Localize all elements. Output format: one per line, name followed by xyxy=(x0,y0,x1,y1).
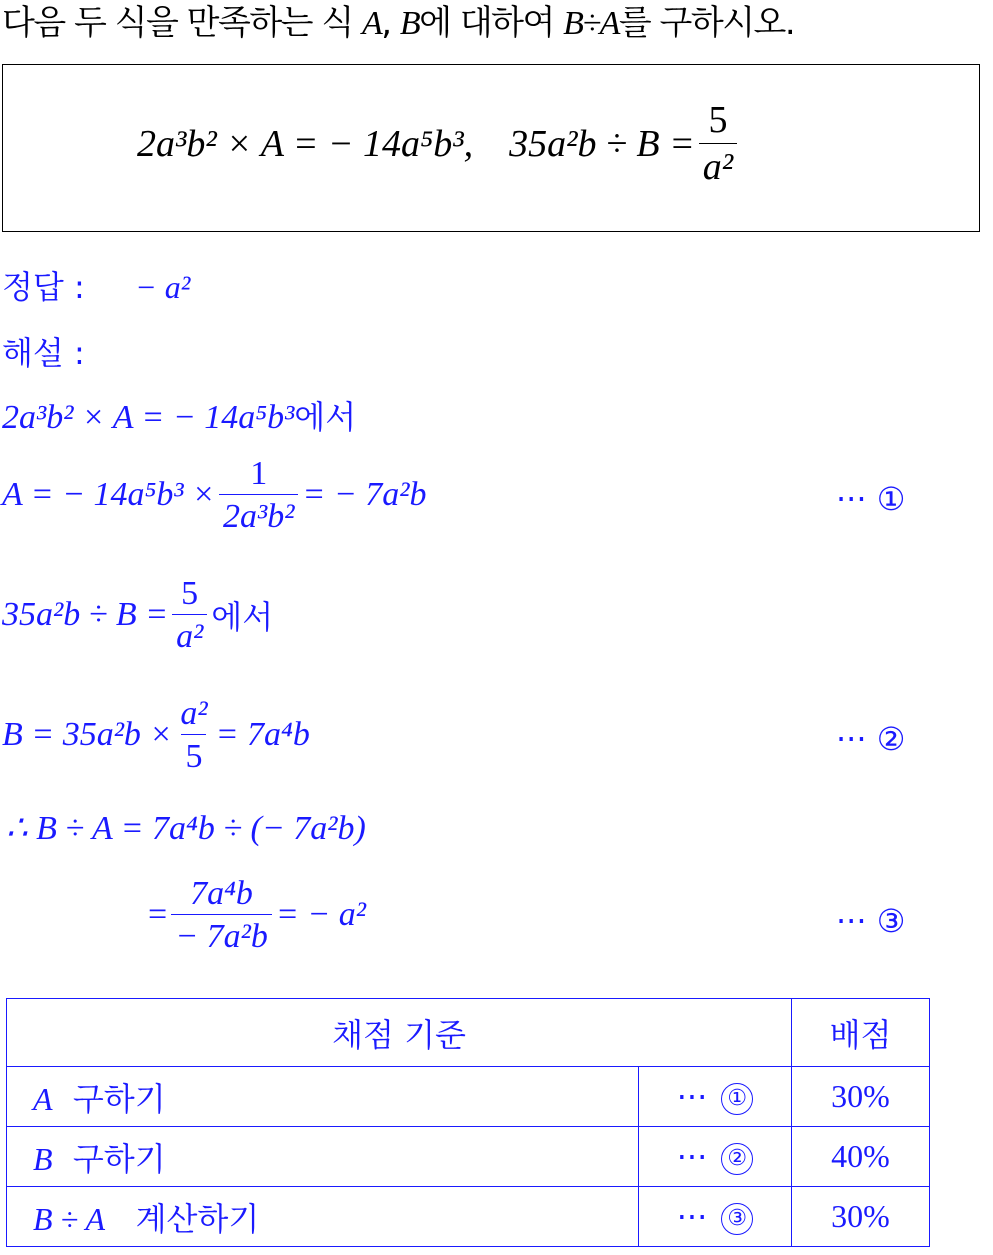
solution-line-3-left: 35a²b ÷ B = xyxy=(2,596,169,634)
given-equations-box xyxy=(2,64,980,232)
variable-a: A xyxy=(361,5,382,42)
solution-line-2-left: A = − 14a⁵b³ × xyxy=(2,476,215,514)
solution-line-3-suffix: 에서 xyxy=(211,598,274,637)
rubric-step-cell xyxy=(639,1127,792,1187)
rubric-criteria-cell xyxy=(7,1127,639,1187)
rubric-dots: ··· xyxy=(676,1077,708,1116)
rubric-criteria-label: 구하기 xyxy=(72,1079,166,1118)
solution-line-2-right: = − 7a²b xyxy=(302,476,427,514)
solution-line-6 xyxy=(148,876,366,954)
question-part-1: 다음 두 식을 만족하는 식 xyxy=(2,3,362,43)
rubric-row xyxy=(7,1067,930,1127)
rubric-step-mark: ② xyxy=(721,1143,753,1175)
given-equation-2-fraction xyxy=(699,101,737,188)
rubric-header-criteria: 채점 기준 xyxy=(7,999,792,1067)
rubric-criteria-cell xyxy=(7,1187,639,1247)
step-tag-1: ··· ① xyxy=(836,480,906,518)
solution-line-4 xyxy=(2,696,310,774)
answer-line xyxy=(2,262,190,308)
rubric-points: 30% xyxy=(792,1067,930,1127)
given-equations xyxy=(137,101,741,188)
rubric-dots: ··· xyxy=(676,1197,708,1236)
rubric-row xyxy=(7,1127,930,1187)
fraction-denominator: − 7a²b xyxy=(171,914,272,955)
solution-line-5: ∴ B ÷ A = 7a⁴b ÷ (− 7a²b) xyxy=(6,810,366,847)
question-text xyxy=(2,0,794,47)
solution-line-6-left: = xyxy=(148,896,168,934)
fraction-denominator: 2a³b² xyxy=(219,494,298,535)
grading-rubric-table xyxy=(6,998,930,1247)
rubric-row xyxy=(7,1187,930,1247)
solution-line-4-left: B = 35a²b × xyxy=(2,716,173,754)
given-equation-1: 2a³b² × A = − 14a⁵b³, xyxy=(137,123,474,166)
fraction-numerator: a² xyxy=(180,695,208,732)
solution-line-1 xyxy=(2,392,356,438)
fraction-denominator: a² xyxy=(172,614,207,655)
rubric-points: 30% xyxy=(792,1187,930,1247)
rubric-criteria-label: 계산하기 xyxy=(135,1199,260,1238)
question-expression: B÷A xyxy=(563,5,619,42)
fraction-denominator: 5 xyxy=(181,734,206,775)
fraction-numerator: 5 xyxy=(708,99,728,141)
rubric-variable: B ÷ A xyxy=(33,1200,106,1237)
rubric-variable: A xyxy=(33,1080,53,1117)
answer-label: 정답 : xyxy=(2,268,85,306)
solution-line-1-expr: 2a³b² × A = − 14a⁵b³ xyxy=(2,399,295,436)
fraction-denominator: a² xyxy=(699,143,737,188)
rubric-criteria-label: 구하기 xyxy=(72,1139,166,1178)
rubric-dots: ··· xyxy=(676,1137,708,1176)
solution-line-6-fraction xyxy=(171,876,272,954)
solution-line-2 xyxy=(2,456,426,534)
solution-label: 해설 : xyxy=(2,334,85,372)
rubric-step-mark: ③ xyxy=(721,1203,753,1235)
rubric-variable: B xyxy=(33,1140,53,1177)
fraction-numerator: 1 xyxy=(250,455,268,492)
solution-line-2-fraction xyxy=(219,456,298,534)
given-equation-2-left: 35a²b ÷ B = xyxy=(509,123,695,166)
solution-line-4-right: = 7a⁴b xyxy=(215,716,310,754)
solution-line-3 xyxy=(2,576,273,654)
rubric-step-cell xyxy=(639,1067,792,1127)
solution-line-4-fraction xyxy=(176,696,211,774)
rubric-step-cell xyxy=(639,1187,792,1247)
fraction-numerator: 7a⁴b xyxy=(190,875,253,912)
fraction-numerator: 5 xyxy=(181,575,199,612)
rubric-points: 40% xyxy=(792,1127,930,1187)
solution-line-1-suffix: 에서 xyxy=(294,398,357,436)
variable-b: B xyxy=(399,5,420,42)
solution-line-3-fraction xyxy=(172,576,207,654)
step-tag-3: ··· ③ xyxy=(836,902,906,940)
rubric-criteria-cell xyxy=(7,1067,639,1127)
answer-value: − a² xyxy=(135,269,191,305)
step-tag-2: ··· ② xyxy=(836,720,906,758)
rubric-header-points: 배점 xyxy=(792,999,930,1067)
question-part-3: 를 구하시오. xyxy=(618,3,795,43)
question-part-2: 에 대하여 xyxy=(419,3,564,43)
rubric-header-row xyxy=(7,999,930,1067)
question-comma: , xyxy=(381,3,400,43)
solution-line-6-right: = − a² xyxy=(275,896,366,934)
rubric-step-mark: ① xyxy=(721,1083,753,1115)
